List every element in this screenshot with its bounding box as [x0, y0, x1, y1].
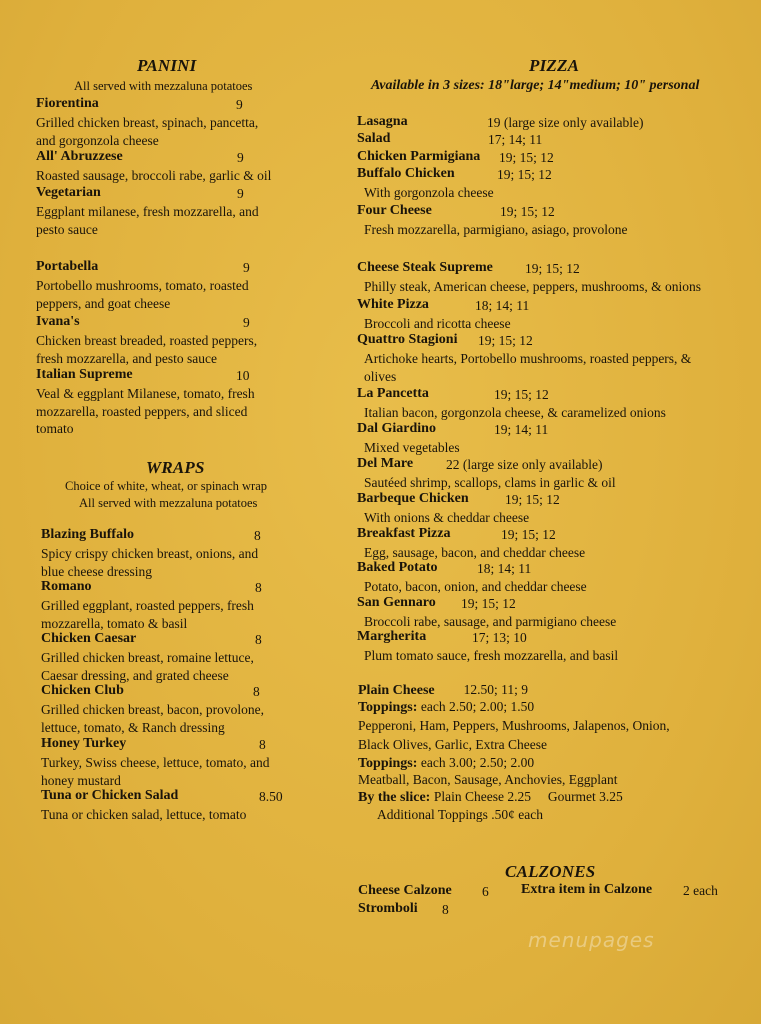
toppings-1-label: Toppings:	[358, 700, 418, 715]
panini-item-price: 9	[243, 315, 250, 330]
pizza-item-desc: Plum tomato sauce, fresh mozzarella, and basil	[364, 648, 619, 663]
pizza-item-desc: Artichoke hearts, Portobello mushrooms, roasted peppers, &	[364, 351, 692, 366]
panini-title: PANINI	[137, 56, 197, 75]
pizza-item-desc: Broccoli and ricotta cheese	[364, 316, 511, 331]
pizza-item-desc: With onions & cheddar cheese	[364, 510, 530, 525]
wraps-item-desc: Turkey, Swiss cheese, lettuce, tomato, and	[41, 755, 270, 770]
wraps-item-desc: honey mustard	[41, 772, 121, 788]
stromboli-price: 8	[442, 902, 449, 917]
pizza-item-price: 19; 15; 12	[494, 387, 549, 402]
cheese-calzone-price: 6	[482, 884, 489, 899]
wraps-item-desc: Spicy crispy chicken breast, onions, and	[41, 546, 259, 561]
wraps-item-desc: Grilled eggplant, roasted peppers, fresh	[41, 598, 254, 613]
pizza-item-price: 19; 15; 12	[500, 204, 555, 219]
wraps-item-desc: lettuce, tomato, & Ranch dressing	[41, 719, 225, 735]
panini-item-price: 9	[236, 97, 243, 112]
panini-item-desc: Grilled chicken breast, spinach, pancetta,	[36, 115, 259, 130]
panini-item-price: 9	[237, 186, 244, 201]
pizza-item-price: 22 (large size only available)	[446, 457, 603, 472]
wraps-item-name: Romano	[41, 579, 92, 594]
panini-item-desc: Eggplant milanese, fresh mozzarella, and	[36, 204, 259, 219]
extra-item-price: 2 each	[683, 883, 718, 898]
pizza-item-price: 18; 14; 11	[477, 561, 532, 576]
pizza-item-desc: With gorgonzola cheese	[364, 185, 494, 200]
wraps-item-name: Blazing Buffalo	[41, 527, 134, 542]
panini-item-desc: tomato	[36, 421, 74, 436]
pizza-item-name: Buffalo Chicken	[357, 166, 455, 181]
pizza-item-desc: Potato, bacon, onion, and cheddar cheese	[364, 579, 587, 594]
wraps-item-name: Chicken Club	[41, 683, 124, 698]
wraps-item-desc: Caesar dressing, and grated cheese	[41, 667, 229, 683]
pizza-item-name: Barbeque Chicken	[357, 491, 469, 506]
pizza-item-desc: Philly steak, American cheese, peppers, mushrooms, & onions	[364, 279, 702, 294]
pizza-item-name: Cheese Steak Supreme	[357, 260, 493, 275]
wraps-item-desc: Tuna or chicken salad, lettuce, tomato	[41, 807, 247, 822]
pizza-item-price: 19; 15; 12	[499, 150, 554, 165]
panini-item-desc: mozzarella, roasted peppers, and sliced	[36, 403, 248, 419]
pizza-item-desc: olives	[364, 368, 397, 384]
wraps-item-price: 8	[255, 632, 262, 647]
plain-cheese-row	[358, 681, 528, 700]
toppings-row-1	[358, 698, 534, 717]
wraps-item-price: 8	[259, 737, 266, 752]
wraps-title: WRAPS	[146, 458, 205, 477]
slice-additional: Additional Toppings .50¢ each	[377, 807, 544, 822]
pizza-item-price: 19; 15; 12	[497, 167, 552, 182]
panini-item-name: Ivana's	[36, 314, 80, 329]
pizza-item-desc: Mixed vegetables	[364, 440, 460, 455]
pizza-item-price: 19; 15; 12	[461, 596, 516, 611]
pizza-item-desc: Fresh mozzarella, parmigiano, asiago, provolone	[364, 222, 628, 237]
panini-item-desc: peppers, and goat cheese	[36, 295, 171, 311]
pizza-item-name: White Pizza	[357, 297, 429, 312]
pizza-item-price: 19 (large size only available)	[487, 115, 644, 130]
toppings-1-list-line-2: Black Olives, Garlic, Extra Cheese	[358, 737, 547, 752]
panini-item-desc: Chicken breast breaded, roasted peppers,	[36, 333, 258, 348]
pizza-item-desc: Italian bacon, gorgonzola cheese, & caramelized onions	[364, 405, 666, 420]
pizza-item-name: La Pancetta	[357, 386, 429, 401]
panini-subtitle: All served with mezzaluna potatoes	[74, 79, 253, 93]
pizza-item-price: 19; 15; 12	[505, 492, 560, 507]
pizza-item-desc: Broccoli rabe, sausage, and parmigiano cheese	[364, 614, 617, 629]
plain-cheese-price: 12.50; 11; 9	[463, 682, 528, 697]
toppings-2-prices: each 3.00; 2.50; 2.00	[420, 755, 535, 770]
extra-item-name: Extra item in Calzone	[521, 882, 653, 897]
wraps-item-desc: Grilled chicken breast, romaine lettuce,	[41, 650, 254, 665]
pizza-item-name: Breakfast Pizza	[357, 526, 451, 541]
wraps-item-desc: mozzarella, tomato & basil	[41, 615, 188, 631]
pizza-item-name: Quattro Stagioni	[357, 332, 458, 347]
wraps-item-name: Chicken Caesar	[41, 631, 137, 646]
calzones-title: CALZONES	[505, 862, 596, 881]
slice-label: By the slice:	[358, 790, 431, 805]
pizza-title: PIZZA	[529, 56, 580, 75]
wraps-item-price: 8.50	[259, 789, 283, 804]
panini-item-desc: Portobello mushrooms, tomato, roasted	[36, 278, 249, 293]
panini-item-desc: fresh mozzarella, and pesto sauce	[36, 350, 218, 366]
pizza-item-price: 19; 15; 12	[501, 527, 556, 542]
wraps-subtitle-1: Choice of white, wheat, or spinach wrap	[65, 479, 268, 493]
slice-row	[358, 788, 623, 807]
toppings-2-label: Toppings:	[358, 756, 418, 771]
wraps-item-desc: blue cheese dressing	[41, 563, 152, 579]
wraps-item-price: 8	[253, 684, 260, 699]
pizza-item-name: San Gennaro	[357, 595, 436, 610]
pizza-subtitle: Available in 3 sizes: 18"large; 14"medium; 10" personal	[371, 78, 700, 93]
pizza-item-name: Four Cheese	[357, 203, 432, 218]
panini-item-name: Fiorentina	[36, 96, 99, 111]
panini-item-desc: and gorgonzola cheese	[36, 132, 159, 148]
pizza-item-desc: Egg, sausage, bacon, and cheddar cheese	[364, 545, 586, 560]
pizza-item-price: 19; 15; 12	[525, 261, 580, 276]
panini-item-desc: Veal & eggplant Milanese, tomato, fresh	[36, 386, 255, 401]
panini-item-name: All' Abruzzese	[36, 149, 123, 164]
toppings-row-2	[358, 754, 534, 773]
wraps-item-desc: Grilled chicken breast, bacon, provolone,	[41, 702, 265, 717]
panini-item-name: Italian Supreme	[36, 367, 133, 382]
pizza-item-price: 18; 14; 11	[475, 298, 530, 313]
panini-item-desc: pesto sauce	[36, 221, 98, 237]
pizza-item-desc: Sautéed shrimp, scallops, clams in garlic & oil	[364, 475, 616, 490]
stromboli-name: Stromboli	[358, 901, 418, 916]
pizza-item-price: 17; 13; 10	[472, 630, 527, 645]
toppings-2-list: Meatball, Bacon, Sausage, Anchovies, Eggplant	[358, 772, 618, 787]
pizza-item-name: Salad	[357, 131, 391, 146]
pizza-item-name: Del Mare	[357, 456, 414, 471]
menupages-watermark: menupages	[528, 928, 655, 952]
pizza-item-name: Baked Potato	[357, 560, 438, 575]
plain-cheese-name: Plain Cheese	[358, 683, 435, 698]
panini-item-price: 10	[236, 368, 250, 383]
slice-prices: Plain Cheese 2.25 Gourmet 3.25	[433, 789, 623, 804]
cheese-calzone-name: Cheese Calzone	[358, 883, 452, 898]
wraps-subtitle-2: All served with mezzaluna potatoes	[79, 496, 258, 510]
pizza-item-name: Lasagna	[357, 114, 408, 129]
pizza-item-name: Dal Giardino	[357, 421, 436, 436]
pizza-item-price: 19; 15; 12	[478, 333, 533, 348]
pizza-item-name: Margherita	[357, 629, 427, 644]
panini-item-desc: Roasted sausage, broccoli rabe, garlic & oil	[36, 168, 272, 183]
panini-item-price: 9	[237, 150, 244, 165]
wraps-item-name: Tuna or Chicken Salad	[41, 788, 179, 803]
wraps-item-price: 8	[254, 528, 261, 543]
panini-item-name: Portabella	[36, 259, 99, 274]
pizza-item-price: 19; 14; 11	[494, 422, 549, 437]
panini-item-price: 9	[243, 260, 250, 275]
pizza-item-price: 17; 14; 11	[488, 132, 543, 147]
pizza-item-name: Chicken Parmigiana	[357, 149, 481, 164]
wraps-item-price: 8	[255, 580, 262, 595]
panini-item-name: Vegetarian	[36, 185, 101, 200]
toppings-1-prices: each 2.50; 2.00; 1.50	[420, 699, 535, 714]
wraps-item-name: Honey Turkey	[41, 736, 127, 751]
toppings-1-list-line-1: Pepperoni, Ham, Peppers, Mushrooms, Jalapenos, Onion,	[358, 718, 670, 733]
